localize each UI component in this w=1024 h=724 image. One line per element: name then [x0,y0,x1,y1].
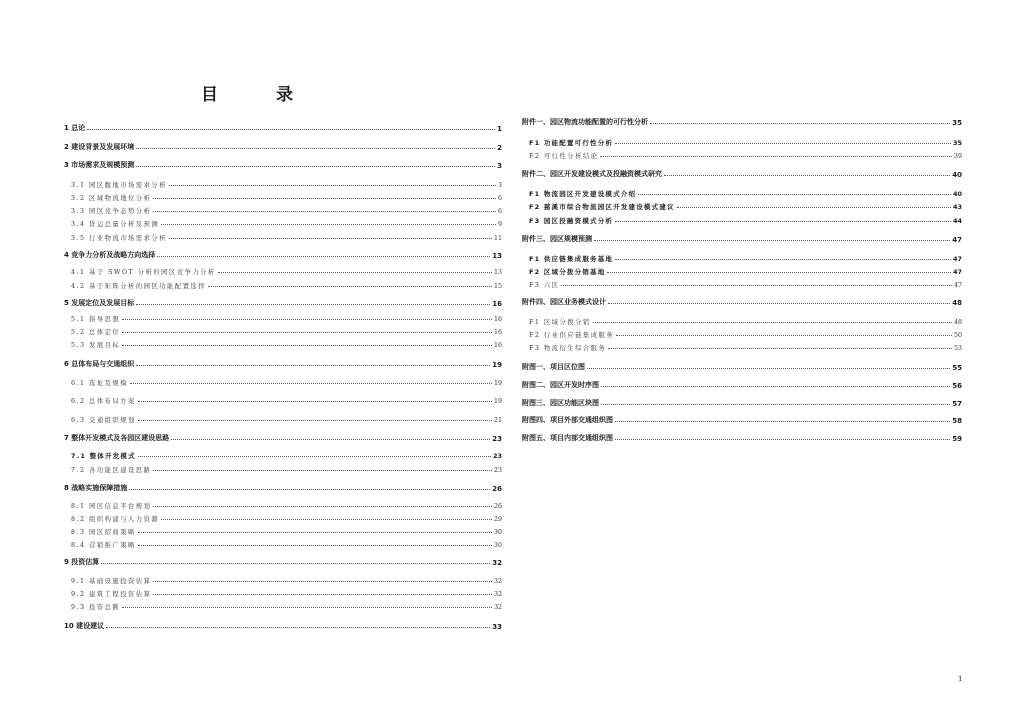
toc-entry-page: 1 [497,125,502,133]
toc-leader-dots [615,439,950,440]
toc-leader-dots [600,156,952,157]
toc-entry-title: 8 战略实施保障措施 [64,484,128,492]
toc-entry[interactable] [522,199,962,211]
toc-entry-page: 39 [953,153,962,160]
toc-leader-dots [106,627,490,628]
toc-entry[interactable] [64,296,502,308]
toc-entry[interactable] [64,230,502,242]
toc-entry-title: F1 供应链集成服务基地 [529,255,614,263]
toc-entry-page: 19 [493,380,502,387]
toc-entry[interactable] [64,357,502,369]
toc-entry-page: 15 [493,283,502,290]
toc-leader-dots [129,489,490,490]
toc-entry-title: 2 建设背景及发展环境 [64,143,135,151]
toc-leader-dots [138,532,492,533]
toc-entry[interactable] [522,251,962,263]
toc-entry-title: 附件一、园区物流功能配置的可行性分析 [522,118,648,126]
toc-entry-title: F2 可行性分析结论 [529,153,599,160]
toc-entry[interactable] [522,264,962,276]
toc-entry-title: 附图三、园区功能区块图 [522,399,599,407]
toc-entry[interactable] [64,216,502,228]
toc-entry-page: 13 [492,252,502,260]
toc-entry-title: F2 行业供应链集成服务 [529,332,615,339]
toc-entry[interactable] [522,213,962,225]
toc-entry-page: 33 [492,623,502,631]
toc-entry-page: 40 [952,190,962,198]
toc-entry-page: 57 [952,400,962,408]
toc-leader-dots [594,240,950,241]
toc-entry-title: 3.3 园区竞争态势分析 [71,208,152,215]
toc-entry-title: 9 投资估算 [64,558,100,566]
toc-leader-dots [138,420,492,421]
toc-entry[interactable] [64,511,502,523]
toc-entry-page: 16 [493,329,502,336]
toc-leader-dots [136,365,490,366]
toc-entry[interactable] [64,140,502,152]
toc-entry[interactable] [522,378,962,390]
toc-entry[interactable] [522,186,962,198]
toc-entry-page: 44 [952,217,962,225]
toc-entry[interactable] [64,375,502,387]
toc-entry[interactable] [64,264,502,276]
toc-entry-title: 3.4 货运总量分析及预测 [71,221,160,228]
toc-leader-dots [153,211,496,212]
toc-entry[interactable] [522,115,962,127]
toc-leader-dots [169,238,492,239]
toc-entry-page: 23 [493,467,502,474]
toc-entry-title: F1 功能配置可行性分析 [529,139,614,147]
toc-entry[interactable] [64,248,502,260]
toc-entry-title: 6 总体布局与交通组织 [64,360,135,368]
toc-entry-page: 48 [953,319,962,326]
toc-leader-dots [593,322,952,323]
toc-leader-dots [101,563,490,564]
toc-entry-page: 16 [493,316,502,323]
toc-title: 目 录 [201,85,319,105]
toc-entry-page: 53 [953,345,962,352]
toc-entry[interactable] [64,190,502,202]
toc-entry[interactable] [522,148,962,160]
toc-leader-dots [677,207,951,208]
toc-entry-page: 35 [952,139,962,147]
toc-entry-title: F2 区域分拨分销基地 [529,268,606,276]
toc-entry[interactable] [64,337,502,349]
toc-entry-title: 附图四、项目外部交通组织图 [522,416,613,424]
toc-leader-dots [138,456,491,457]
toc-entry-page: 2 [497,144,502,152]
toc-entry-title: F3 六区 [529,282,560,289]
toc-entry-title: F1 物流园区开发建设模式介绍 [529,190,637,198]
toc-leader-dots [638,194,951,195]
toc-leader-dots [171,439,490,440]
toc-leader-dots [122,319,492,320]
toc-entry-page: 19 [493,398,502,405]
toc-entry-page: 32 [493,578,502,585]
toc-entry[interactable] [64,619,502,631]
toc-entry-page: 58 [952,417,962,425]
toc-leader-dots [153,581,492,582]
toc-entry-title: 6.1 选址及规模 [71,380,129,387]
toc-entry-title: 9.2 建筑工程投资估算 [71,591,152,598]
toc-entry-title: 附件四、园区业务模式设计 [522,298,606,306]
toc-entry-page: 30 [493,529,502,536]
toc-entry-title: F1 区域分拨分销 [529,319,591,326]
toc-entry[interactable] [64,586,502,598]
toc-entry-title: 10 建设建议 [64,622,105,630]
toc-entry[interactable] [522,340,962,352]
toc-leader-dots [615,221,951,222]
toc-entry-title: 3.2 区域物流地位分析 [71,195,152,202]
toc-entry-title: 1 总论 [64,124,86,132]
toc-leader-dots [608,348,952,349]
toc-entry-page: 16 [493,342,502,349]
toc-leader-dots [153,198,496,199]
toc-entry-title: 3.1 园区腹地市场需求分析 [71,182,167,189]
toc-entry[interactable] [522,277,962,289]
toc-entry-title: 5.3 发展目标 [71,342,121,349]
toc-entry-page: 23 [492,435,502,443]
toc-entry-title: 附图二、园区开发时序图 [522,381,599,389]
toc-entry[interactable] [522,413,962,425]
toc-entry-page: 47 [952,255,962,263]
toc-entry-page: 56 [952,382,962,390]
toc-entry[interactable] [64,158,502,170]
toc-entry[interactable] [522,167,962,179]
toc-entry-title: F3 物流衍生综合服务 [529,345,607,352]
toc-entry[interactable] [64,177,502,189]
toc-leader-dots [608,303,950,304]
toc-entry[interactable] [64,203,502,215]
toc-entry-page: 21 [493,417,502,424]
toc-entry-page: 55 [952,364,962,372]
toc-entry-title: 4 竞争力分析及战略方向选择 [64,251,156,259]
toc-entry[interactable] [522,135,962,147]
toc-entry-title: F2 慈溪市综合物流园区开发建设模式建议 [529,203,675,211]
toc-entry-page: 3 [497,182,502,189]
toc-leader-dots [615,259,951,260]
toc-leader-dots [122,345,492,346]
toc-entry[interactable] [522,314,962,326]
toc-entry-title: 9.3 投资总额 [71,604,121,611]
toc-entry-page: 47 [953,282,962,289]
toc-entry[interactable] [64,324,502,336]
toc-leader-dots [136,304,490,305]
toc-entry-title: 4.1 基于 SWOT 分析的园区竞争力分析 [71,269,216,276]
toc-leader-dots [153,470,492,471]
toc-leader-dots [122,332,492,333]
toc-leader-dots [664,175,950,176]
page-number: 1 [958,675,963,683]
toc-entry-page: 23 [492,452,502,460]
toc-entry-page: 32 [493,604,502,611]
toc-entry[interactable] [64,599,502,611]
toc-leader-dots [615,421,950,422]
toc-leader-dots [153,594,492,595]
toc-entry[interactable] [64,311,502,323]
toc-entry-page: 47 [952,268,962,276]
toc-entry-title: 8.3 园区招商策略 [71,529,136,536]
toc-leader-dots [607,272,951,273]
toc-entry-page: 30 [493,542,502,549]
toc-entry-title: 附件二、园区开发建设模式及投融资模式研究 [522,170,662,178]
toc-leader-dots [138,401,492,402]
toc-leader-dots [161,519,492,520]
toc-entry-page: 48 [952,299,962,307]
toc-leader-dots [136,166,495,167]
toc-leader-dots [587,368,950,369]
toc-entry-page: 59 [952,435,962,443]
toc-entry-page: 29 [493,516,502,523]
toc-entry-title: 8.2 组织构建与人力资源 [71,516,160,523]
toc-entry-page: 16 [492,300,502,308]
toc-leader-dots [615,143,951,144]
toc-entry[interactable] [64,555,502,567]
toc-entry-title: 6.2 总体布局方案 [71,398,136,405]
toc-entry[interactable] [522,232,962,244]
toc-entry-title: 7 整体开发模式及各园区建设思路 [64,434,170,442]
toc-leader-dots [87,129,495,130]
toc-entry-page: 6 [497,195,502,202]
toc-leader-dots [122,607,492,608]
toc-entry-title: 4.2 基于矩阵分析的园区功能配置选择 [71,283,206,290]
toc-entry-page: 35 [952,119,962,127]
toc-entry[interactable] [64,448,502,460]
toc-leader-dots [169,185,496,186]
toc-entry-title: 8.4 营销推广策略 [71,542,136,549]
toc-entry[interactable] [64,278,502,290]
toc-entry-page: 32 [493,591,502,598]
toc-entry-page: 11 [493,235,502,242]
toc-entry[interactable] [64,121,502,133]
toc-entry-page: 13 [493,269,502,276]
toc-leader-dots [153,506,492,507]
toc-entry-page: 9 [497,221,502,228]
toc-entry[interactable] [64,573,502,585]
toc-entry-page: 32 [492,559,502,567]
toc-leader-dots [561,285,952,286]
toc-entry-title: 7.2 各功能区建设思路 [71,467,152,474]
toc-entry-page: 26 [493,503,502,510]
toc-entry[interactable] [64,393,502,405]
toc-entry-page: 3 [497,162,502,170]
toc-entry[interactable] [64,412,502,424]
toc-leader-dots [601,386,950,387]
toc-entry-title: 7.1 整体开发模式 [71,452,136,460]
toc-entry-title: 附件三、园区规模预测 [522,235,592,243]
toc-entry-title: 3.5 行业物流市场需求分析 [71,235,167,242]
toc-entry-page: 43 [952,203,962,211]
toc-entry[interactable] [522,396,962,408]
toc-entry[interactable] [522,327,962,339]
toc-entry[interactable] [522,431,962,443]
toc-entry-title: 附图一、项目区位图 [522,363,585,371]
toc-entry-title: 5.1 指导思想 [71,316,121,323]
toc-leader-dots [218,272,492,273]
toc-entry-title: F3 园区投融资模式分析 [529,217,614,225]
toc-leader-dots [616,335,952,336]
toc-leader-dots [157,256,490,257]
toc-entry[interactable] [64,431,502,443]
toc-entry-title: 9.1 基础设施投资估算 [71,578,152,585]
toc-leader-dots [136,148,495,149]
toc-entry[interactable] [522,295,962,307]
toc-entry[interactable] [522,360,962,372]
toc-entry-title: 3 市场需求及规模预测 [64,161,135,169]
toc-entry-title: 附图五、项目内部交通组织图 [522,434,613,442]
toc-entry-title: 5 发展定位及发展目标 [64,299,135,307]
toc-leader-dots [650,123,950,124]
toc-entry-page: 47 [952,236,962,244]
toc-entry-page: 40 [952,171,962,179]
toc-entry-title: 5.2 总体定位 [71,329,121,336]
toc-entry-page: 6 [497,208,502,215]
toc-entry[interactable] [64,481,502,493]
toc-entry-title: 8.1 园区信息平台规划 [71,503,152,510]
toc-entry[interactable] [64,524,502,536]
toc-entry[interactable] [64,498,502,510]
toc-entry-title: 6.3 交通组织规划 [71,417,136,424]
toc-entry-page: 19 [492,361,502,369]
toc-leader-dots [130,383,492,384]
toc-leader-dots [161,224,496,225]
toc-leader-dots [601,404,950,405]
toc-entry-page: 50 [953,332,962,339]
toc-entry[interactable] [64,462,502,474]
toc-leader-dots [208,286,492,287]
toc-entry-page: 26 [492,485,502,493]
toc-leader-dots [138,545,492,546]
toc-entry[interactable] [64,537,502,549]
